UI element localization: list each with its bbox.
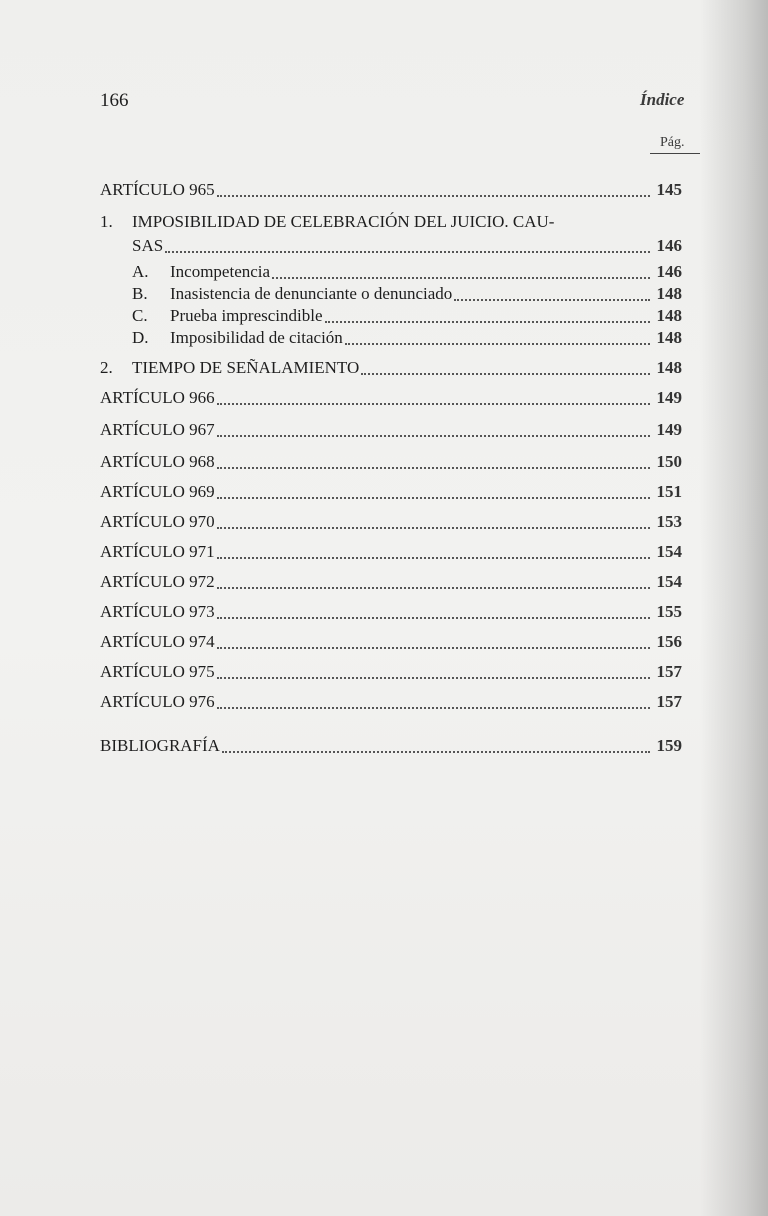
dot-leader [217,676,650,679]
toc-label: ARTÍCULO 968 [100,452,215,471]
toc-entry-articulo-970 [100,512,682,532]
dot-leader [217,646,650,649]
toc-page: 151 [656,482,682,501]
dot-leader [325,320,651,323]
toc-label: ARTÍCULO 975 [100,662,215,681]
toc-label: ARTÍCULO 973 [100,602,215,621]
page-column-label: Pág. [660,135,685,150]
toc-page: 153 [656,512,682,531]
dot-leader [217,496,650,499]
toc-entry-articulo-974 [100,632,682,652]
toc-label: Imposibilidad de citación [170,328,343,347]
toc-page: 148 [656,306,682,325]
toc-page: 156 [656,632,682,651]
toc-page: 159 [656,736,682,755]
section-number: 1. [100,212,113,231]
toc-label-continued: SAS [132,236,164,255]
dot-leader [217,586,650,589]
toc-label: Incompetencia [170,262,271,281]
toc-label: ARTÍCULO 965 [100,180,215,199]
toc-page: 148 [656,284,682,303]
toc-label: IMPOSIBILIDAD DE CELEBRACIÓN DEL JUICIO. CAU- [132,212,555,231]
toc-entry-articulo-973 [100,602,682,622]
toc-label: ARTÍCULO 969 [100,482,215,501]
toc-page: 149 [656,388,682,407]
toc-page: 146 [656,262,682,281]
toc-entry-section-1 [132,236,682,256]
toc-label: ARTÍCULO 966 [100,388,215,407]
toc-label: ARTÍCULO 974 [100,632,215,651]
toc-page: 157 [656,662,682,681]
toc-label: ARTÍCULO 972 [100,572,215,591]
toc-label: ARTÍCULO 967 [100,420,215,439]
dot-leader [217,466,650,469]
subsection-letter: D. [132,328,149,347]
toc-entry-articulo-968 [100,452,682,472]
toc-page: 149 [656,420,682,439]
dot-leader [217,706,650,709]
toc-entry-prueba-imprescindible [132,306,682,326]
dot-leader [217,434,650,437]
dot-leader [217,402,650,405]
subsection-letter: A. [132,262,149,281]
toc-entry-articulo-971 [100,542,682,562]
section-number: 2. [100,358,113,377]
toc-page: 150 [656,452,682,471]
toc-page: 148 [656,358,682,377]
toc-entry-section-1-line-1 [100,212,554,232]
toc-entry-articulo-975 [100,662,682,682]
dot-leader [217,526,650,529]
toc-page: 145 [656,180,682,199]
toc-entry-articulo-969 [100,482,682,502]
dot-leader [217,616,650,619]
toc-label: TIEMPO DE SEÑALAMIENTO [132,358,360,377]
toc-entry-articulo-965 [100,180,682,200]
toc-page: 154 [656,542,682,561]
dot-leader [361,372,650,375]
dot-leader [222,750,650,753]
dot-leader [272,276,650,279]
toc-entry-articulo-966 [100,388,682,408]
toc-entry-inasistencia [132,284,682,304]
dot-leader [345,342,650,345]
toc-page: 155 [656,602,682,621]
dot-leader [217,194,650,197]
toc-page: 157 [656,692,682,711]
toc-label: Prueba imprescindible [170,306,323,325]
toc-label: ARTÍCULO 970 [100,512,215,531]
toc-entry-imposibilidad-citacion [132,328,682,348]
toc-label: ARTÍCULO 976 [100,692,215,711]
running-head: Índice [640,90,685,109]
subsection-letter: B. [132,284,148,303]
toc-label: BIBLIOGRAFÍA [100,736,220,755]
dot-leader [454,298,650,301]
toc-entry-section-2 [100,358,682,378]
toc-label: ARTÍCULO 971 [100,542,215,561]
toc-entry-articulo-976 [100,692,682,712]
toc-page: 154 [656,572,682,591]
toc-entry-articulo-967 [100,420,682,440]
toc-page: 148 [656,328,682,347]
page-number: 166 [100,90,129,111]
toc-entry-bibliografia [100,736,682,756]
toc-entry-articulo-972 [100,572,682,592]
toc-entry-incompetencia [132,262,682,282]
subsection-letter: C. [132,306,148,325]
dot-leader [165,250,650,253]
dot-leader [217,556,650,559]
toc-label: Inasistencia de denunciante o denunciado [170,284,453,303]
toc-page: 146 [656,236,682,255]
